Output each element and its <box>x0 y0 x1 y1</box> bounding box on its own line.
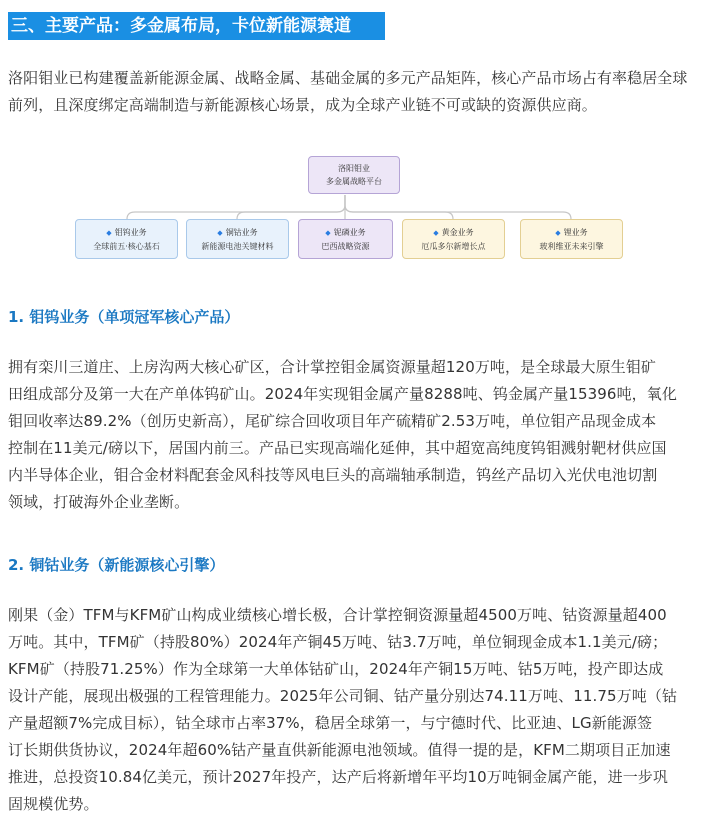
product-structure-diagram <box>75 150 615 265</box>
node-title: 铌磷业务 <box>333 227 366 237</box>
diamond-icon: ◆ <box>106 228 112 237</box>
paragraph-line: 拥有栾川三道庄、上房沟两大核心矿区，合计掌控钼金属资源量超120万吨，是全球最大原生钼矿 <box>8 358 657 376</box>
diamond-icon: ◆ <box>217 228 223 237</box>
copper-cobalt-heading: 2. 铜钴业务（新能源核心引擎） <box>8 556 225 574</box>
section-title: 三、主要产品：多金属布局，卡位新能源赛道 <box>8 12 385 40</box>
paragraph-line: 领域，打破海外企业垄断。 <box>8 493 190 511</box>
diagram-root-node <box>308 156 400 194</box>
paragraph-line: 万吨。其中，TFM矿（持股80%）2024年产铜45万吨、钴3.7万吨，单位铜现金成本1.1美元/磅； <box>8 633 668 651</box>
node-title: 锂业务 <box>563 227 588 237</box>
paragraph-line: 推进，总投资10.84亿美元，预计2027年投产，达产后将新增年平均10万吨铜金属产能，进一步巩 <box>8 768 669 786</box>
diagram-node-gold <box>402 219 505 259</box>
diamond-icon: ◆ <box>433 228 439 237</box>
intro-paragraph: 洛阳钼业已构建覆盖新能源金属、战略金属、基础金属的多元产品矩阵，核心产品市场占有率稳居全球前列，且深度绑定高端制造与新能源核心场景，成为全球产业链不可或缺的资源供应商。 <box>8 69 688 114</box>
node-title: 黄金业务 <box>441 227 474 237</box>
root-title: 洛阳钼业 <box>338 164 370 173</box>
paragraph-line: 订长期供货协议，2024年超60%钴产量直供新能源电池领域。值得一提的是，KFM二期项目正加速 <box>8 741 671 759</box>
node-subtitle: 玻利维亚未来引擎 <box>539 241 604 251</box>
node-title: 铜钴业务 <box>225 227 258 237</box>
diagram-node-niobium-phosphate <box>298 219 393 259</box>
copper-cobalt-paragraph <box>8 602 698 818</box>
paragraph-line: 内半导体企业，钼合金材料配套金风科技等风电巨头的高端轴承制造，钨丝产品切入光伏电池切割 <box>8 466 658 484</box>
node-subtitle: 巴西战略资源 <box>321 241 370 251</box>
node-subtitle: 厄瓜多尔新增长点 <box>421 241 486 251</box>
node-subtitle: 新能源电池关键材料 <box>201 241 274 251</box>
node-title: 钼钨业务 <box>114 227 147 237</box>
diagram-node-moly-tungsten <box>75 219 178 259</box>
root-subtitle: 多金属战略平台 <box>326 177 382 186</box>
paragraph-line: 田组成部分及第一大在产单体钨矿山。2024年实现钼金属产量8288吨、钨金属产量15396吨，氧化 <box>8 385 677 403</box>
paragraph-line: 设计产能，展现出极强的工程管理能力。2025年公司铜、钴产量分别达74.11万吨、11.75万吨（钴 <box>8 687 678 705</box>
paragraph-line: 钼回收率达89.2%（创历史新高），尾矿综合回收项目年产硫精矿2.53万吨，单位钼产品现金成本 <box>8 412 657 430</box>
node-subtitle: 全球前五·核心基石 <box>93 241 160 251</box>
paragraph-line: 刚果（金）TFM与KFM矿山构成业绩核心增长极，合计掌控铜资源量超4500万吨、钴资源量超400 <box>8 606 667 624</box>
diamond-icon: ◆ <box>325 228 331 237</box>
paragraph-line: 控制在11美元/磅以下，居国内前三。产品已实现高端化延伸，其中超宽高纯度钨钼溅射靶材供应国 <box>8 439 667 457</box>
moly-tungsten-heading: 1. 钼钨业务（单项冠军核心产品） <box>8 308 240 326</box>
diagram-node-lithium <box>520 219 623 259</box>
paragraph-line: 固规模优势。 <box>8 795 99 813</box>
paragraph-line: KFM矿（持股71.25%）作为全球第一大单体钴矿山，2024年产铜15万吨、钴5万吨，投产即达成 <box>8 660 664 678</box>
paragraph-line: 产量超额7%完成目标），钴全球市占率37%，稳居全球第一，与宁德时代、比亚迪、LG新能源签 <box>8 714 653 732</box>
diagram-node-copper-cobalt <box>186 219 289 259</box>
diamond-icon: ◆ <box>555 228 561 237</box>
moly-tungsten-paragraph <box>8 354 698 516</box>
